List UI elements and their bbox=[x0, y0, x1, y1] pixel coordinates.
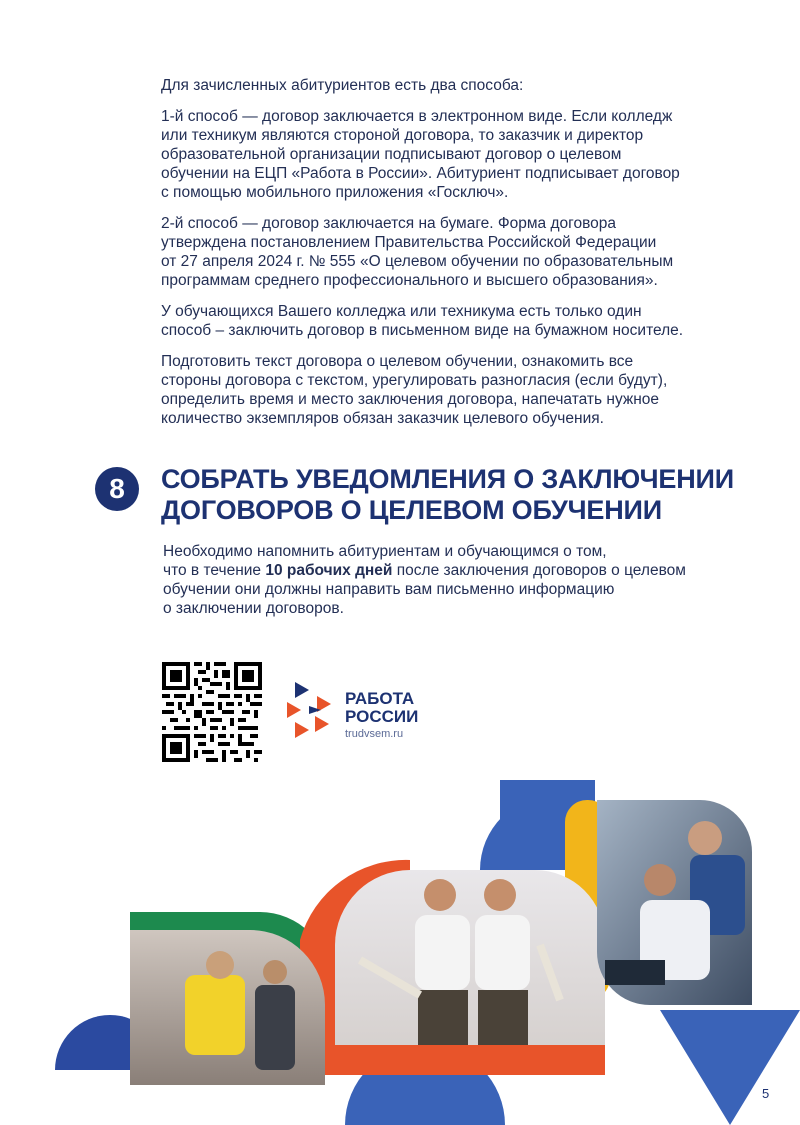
page-number: 5 bbox=[762, 1086, 770, 1101]
step-heading-line-1: СОБРАТЬ УВЕДОМЛЕНИЯ О ЗАКЛЮЧЕНИИ bbox=[161, 464, 734, 494]
intro-text bbox=[161, 76, 741, 440]
rabota-rossii-logo-icon bbox=[287, 680, 339, 740]
step-number-badge bbox=[95, 467, 139, 511]
logo-line-1: РАБОТА bbox=[345, 689, 415, 708]
intro-paragraph-5: Подготовить текст договора о целевом обучении, ознакомить все стороны договора с текстом, урегулировать разногласия (если будут), определить время и место заключения договора, напечатать нужное количество экземпляров обязан заказчик целевого обучения. bbox=[161, 353, 668, 427]
photo-collage bbox=[0, 770, 800, 1125]
step-number: 8 bbox=[109, 473, 125, 504]
navy-triangle bbox=[660, 1010, 800, 1125]
step-heading bbox=[161, 464, 771, 526]
logo-url[interactable]: trudvsem.ru bbox=[345, 728, 404, 740]
rabota-rossii-logo[interactable] bbox=[287, 680, 447, 740]
intro-paragraph-1: Для зачисленных абитуриентов есть два способа: bbox=[161, 77, 524, 94]
deadline-highlight: 10 рабочих дней bbox=[265, 562, 393, 579]
qr-code-icon[interactable] bbox=[162, 662, 262, 762]
logo-wordmark bbox=[345, 690, 418, 726]
intro-paragraph-2: 1-й способ — договор заключается в электронном виде. Если колледж или техникум являются стороной договора, то заказчик и директор образовательной организации подписывают договор о целевом обучении на ЕЦП «Работа в России». Абитуриент подписывает договор с помощью мобильного приложения «Госключ». bbox=[161, 108, 680, 201]
step-heading-line-2: ДОГОВОРОВ О ЦЕЛЕВОМ ОБУЧЕНИИ bbox=[161, 495, 662, 525]
logo-line-2: РОССИИ bbox=[345, 707, 419, 726]
notice-text: Необходимо напомнить абитуриентам и обучающимся о том, что в течение 10 рабочих дней после заключения договоров о целевом обучении они должны направить вам письменно информацию о заключении договоров. bbox=[163, 543, 686, 617]
intro-paragraph-3: 2-й способ — договор заключается на бумаге. Форма договора утверждена постановлением Правительства Российской Федерации от 27 апреля 2024 г. № 555 «О целевом обучении по образовательным программам среднего профессионального и высшего образования». bbox=[161, 215, 674, 289]
intro-paragraph-4: У обучающихся Вашего колледжа или техникума есть только один способ – заключить договор в письменном виде на бумажном носителе. bbox=[161, 303, 684, 339]
